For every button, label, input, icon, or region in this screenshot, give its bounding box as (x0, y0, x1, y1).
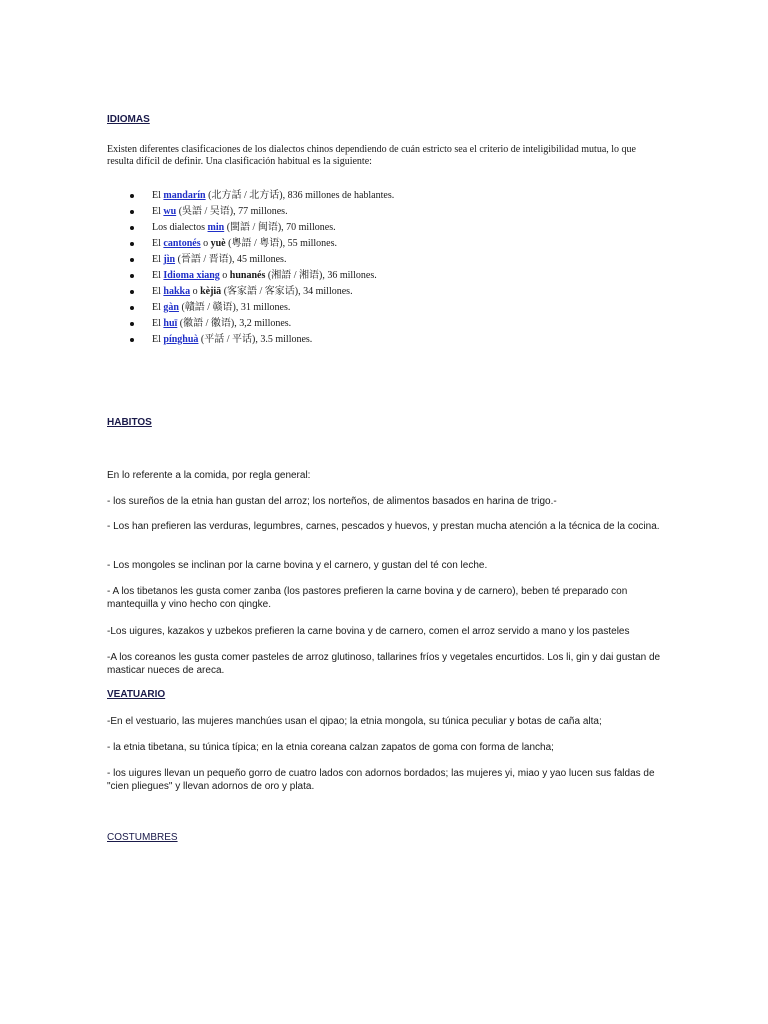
item-prefix: Los dialectos (152, 222, 208, 233)
heading-idiomas: IDIOMAS (107, 114, 150, 125)
bullet-icon (130, 258, 134, 262)
item-prefix: El (152, 302, 164, 313)
language-item-text (152, 236, 337, 252)
bullet-icon (130, 194, 134, 198)
habitos-paragraph: - los sureños de la etnia han gustan del arroz; los norteños, de alimentos basados en harina de trigo.- (107, 496, 557, 507)
item-prefix: El (152, 334, 164, 345)
item-details: (吳語 / 吴语), 77 millones. (176, 206, 288, 217)
bullet-icon (130, 322, 134, 326)
habitos-paragraph: - Los han prefieren las verduras, legumbres, carnes, pescados y huevos, y prestan mucha atención a la técnica de la cocina. (107, 521, 660, 532)
item-connector: o (219, 270, 230, 281)
bullet-icon (130, 210, 134, 214)
item-details: (平話 / 平话), 3.5 millones. (198, 334, 313, 345)
language-link[interactable]: jìn (163, 254, 176, 265)
item-details: (粵語 / 粤语), 55 millones. (225, 238, 338, 249)
item-connector: o (190, 286, 201, 297)
item-prefix: El (152, 318, 164, 329)
item-prefix: El (152, 286, 164, 297)
heading-habitos: HABITOS (107, 417, 152, 428)
habitos-paragraph: -Los uigures, kazakos y uzbekos prefieren la carne bovina y de carnero, comen el arroz servido a mano y los pasteles (107, 626, 630, 637)
alternate-name: kèjiā (200, 286, 222, 297)
item-details: (贛語 / 赣语), 31 millones. (178, 302, 291, 313)
language-item-text (152, 316, 291, 332)
language-link[interactable]: Idioma xiang (163, 270, 220, 281)
habitos-paragraph: En lo referente a la comida, por regla general: (107, 470, 311, 481)
language-link[interactable]: cantonés (163, 238, 201, 249)
heading-veatuario: VEATUARIO (107, 689, 166, 700)
bullet-icon (130, 242, 134, 246)
item-prefix: El (152, 254, 164, 265)
language-link[interactable]: hakka (163, 286, 191, 297)
bullet-icon (130, 274, 134, 278)
item-details: (晉語 / 晋语), 45 millones. (175, 254, 287, 265)
heading-costumbres: COSTUMBRES (107, 832, 178, 843)
language-item-text (152, 284, 353, 300)
item-details: (北方話 / 北方话), 836 millones de hablantes. (205, 190, 395, 201)
language-item-text (152, 204, 288, 220)
language-link[interactable]: wu (163, 206, 177, 217)
habitos-paragraph: - A los tibetanos les gusta comer zanba (los pastores prefieren la carne bovina y de carnero), beben té preparado con mantequilla y vino hecho con qingke. (107, 586, 628, 610)
language-item-text (152, 332, 312, 348)
item-prefix: El (152, 190, 164, 201)
language-item-text (152, 268, 377, 284)
veatuario-paragraph: - la etnia tibetana, su túnica típica; en la etnia coreana calzan zapatos de goma con forma de lancha; (107, 742, 554, 753)
item-connector: o (200, 238, 211, 249)
veatuario-paragraph: -En el vestuario, las mujeres manchúes usan el qipao; la etnia mongola, su túnica peculiar y botas de caña alta; (107, 716, 602, 727)
bullet-icon (130, 338, 134, 342)
item-details: (客家語 / 客家话), 34 millones. (221, 286, 353, 297)
language-link[interactable]: min (207, 222, 225, 233)
bullet-icon (130, 290, 134, 294)
language-item-text (152, 220, 336, 236)
bullet-icon (130, 306, 134, 310)
item-prefix: El (152, 238, 164, 249)
alternate-name: yuè (210, 238, 226, 249)
language-link[interactable]: gàn (163, 302, 179, 313)
language-item-text (152, 300, 290, 316)
language-item-text (152, 188, 394, 204)
language-link[interactable]: mandarín (163, 190, 206, 201)
idiomas-intro: Existen diferentes clasificaciones de los dialectos chinos dependiendo de cuán estricto sea el criterio de inteligibilidad mutua, lo que resulta difícil de definir. Una clasificación habitual es la siguiente: (107, 144, 636, 167)
bullet-icon (130, 226, 134, 230)
item-details: (閩語 / 闽语), 70 millones. (224, 222, 336, 233)
language-link[interactable]: pínghuà (163, 334, 199, 345)
language-item-text (152, 252, 286, 268)
item-details: (徽語 / 徽语), 3,2 millones. (177, 318, 292, 329)
alternate-name: hunanés (229, 270, 266, 281)
habitos-paragraph: - Los mongoles se inclinan por la carne bovina y el carnero, y gustan del té con leche. (107, 560, 488, 571)
habitos-paragraph: -A los coreanos les gusta comer pasteles de arroz glutinoso, tallarines fríos y vegetales encurtidos. Los li, gin y dai gustan de masticar nueces de areca. (107, 652, 661, 676)
item-details: (湘語 / 湘语), 36 millones. (265, 270, 377, 281)
item-prefix: El (152, 270, 164, 281)
veatuario-paragraph: - los uigures llevan un pequeño gorro de cuatro lados con adornos bordados; las mujeres yi, miao y yao lucen sus faldas de "cien pliegues" y llevan adornos de oro y plata. (107, 768, 655, 792)
item-prefix: El (152, 206, 164, 217)
language-link[interactable]: huī (163, 318, 178, 329)
